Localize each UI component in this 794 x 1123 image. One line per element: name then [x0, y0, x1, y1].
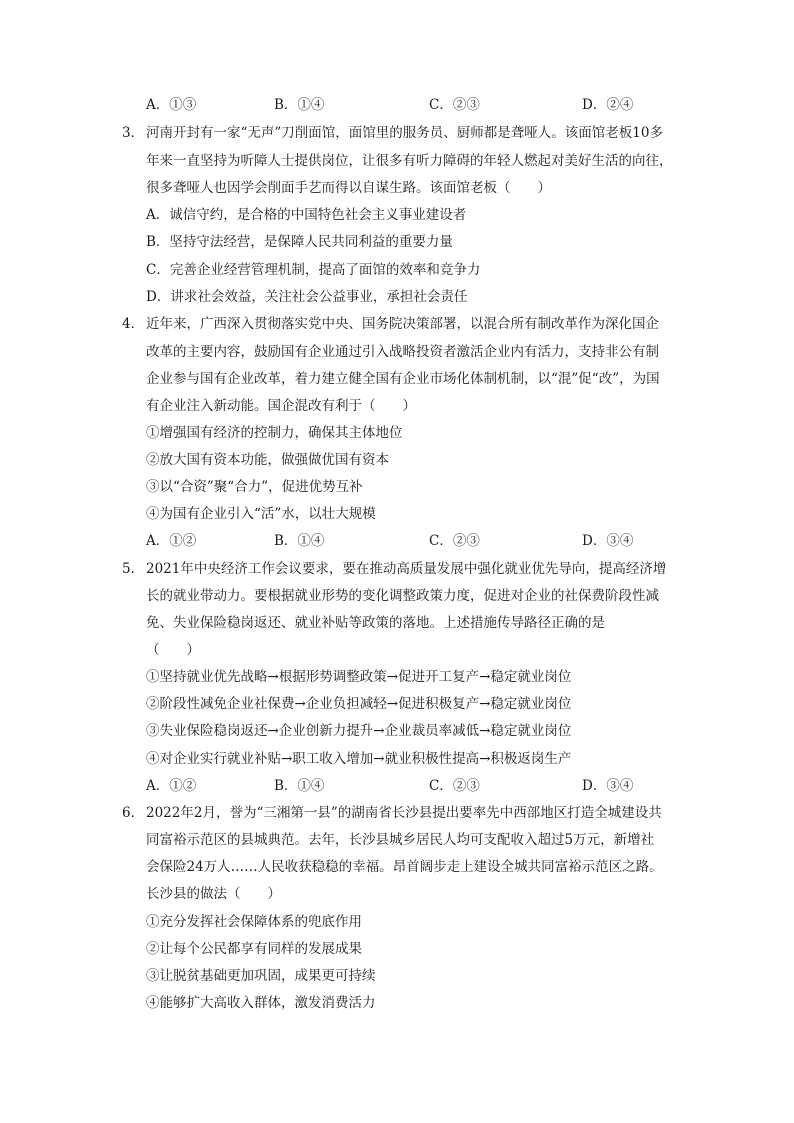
question-stem-line: 2021年中央经济工作会议要求，要在推动高质量发展中强化就业优先导向，提高经济增 [146, 561, 667, 577]
question-stem-line: 长沙县的做法（ ） [146, 886, 281, 902]
statement-item: ②让每个公民都享有同样的发展成果 [146, 941, 362, 957]
question-number: 5． [122, 561, 145, 577]
question-stem-line: 有企业注入新动能。国企混改有利于（ ） [146, 398, 416, 414]
statement-item: ③让脱贫基础更加巩固，成果更可持续 [146, 968, 376, 984]
answer-choice-b[interactable]: B．坚持守法经营，是保障人民共同利益的重要力量 [146, 234, 453, 250]
q2-option-b[interactable]: B．①④ [274, 97, 325, 113]
q2-option-a[interactable]: A．①③ [146, 97, 197, 113]
question-stem-line: 近年来，广西深入贯彻落实党中央、国务院决策部署，以混合所有制改革作为深化国企 [146, 316, 659, 332]
answer-choice-c[interactable]: C．完善企业经营管理机制，提高了面馆的效率和竞争力 [146, 262, 481, 278]
q4-option-a[interactable]: A．①② [146, 533, 197, 549]
statement-item: ③失业保险稳岗返还→企业创新力提升→企业裁员率减低→稳定就业岗位 [146, 723, 572, 739]
statement-item: ④为国有企业引入“活”水，以壮大规模 [146, 506, 376, 522]
statement-item: ④对企业实行就业补贴→职工收入增加→就业积极性提高→积极返岗生产 [146, 751, 572, 767]
question-stem-line: 会保险24万人……人民收获稳稳的幸福。昂首阔步走上建设全城共同富裕示范区之路。 [146, 859, 663, 875]
answer-choice-d[interactable]: D．讲求社会效益，关注社会公益事业，承担社会责任 [146, 289, 468, 305]
question-number: 3． [122, 125, 145, 141]
question-stem-line: 同富裕示范区的县城典范。去年，长沙县城乡居民人均可支配收入超过5万元，新增社 [146, 832, 655, 848]
question-stem-line: （ ） [146, 642, 200, 658]
q4-option-b[interactable]: B．①④ [274, 533, 325, 549]
question-stem-line: 很多聋哑人也因学会削面手艺而得以自谋生路。该面馆老板（ ） [146, 180, 551, 196]
question-stem-line: 免、失业保险稳岗返还、就业补贴等政策的落地。上述措施传导路径正确的是 [146, 615, 605, 631]
question-stem-line: 企业参与国有企业改革，着力建立健全国有企业市场化体制机制，以“混”促“改”，为国 [146, 371, 660, 387]
question-stem-line: 河南开封有一家“无声”刀削面馆，面馆里的服务员、厨师都是聋哑人。该面馆老板10多 [146, 125, 663, 141]
answer-choice-a[interactable]: A．诚信守约，是合格的中国特色社会主义事业建设者 [146, 207, 467, 223]
question-number: 4． [122, 316, 145, 332]
statement-item: ②放大国有资本功能，做强做优国有资本 [146, 452, 389, 468]
q2-option-d[interactable]: D．②④ [582, 97, 634, 113]
statement-item: ②阶段性减免企业社保费→企业负担减轻→促进积极复产→稳定就业岗位 [146, 696, 572, 712]
statement-item: ①充分发挥社会保障体系的兜底作用 [146, 914, 362, 930]
statement-item: ①增强国有经济的控制力，确保其主体地位 [146, 425, 403, 441]
q5-option-a[interactable]: A．①② [146, 778, 197, 794]
q4-option-d[interactable]: D．③④ [582, 533, 634, 549]
q5-option-d[interactable]: D．③④ [582, 778, 634, 794]
question-stem-line: 改革的主要内容，鼓励国有企业通过引入战略投资者激活企业内有活力，支持非公有制 [146, 344, 659, 360]
statement-item: ③以“合资”聚“合力”，促进优势互补 [146, 479, 363, 495]
question-number: 6． [122, 805, 145, 821]
question-stem-line: 年来一直坚持为听障人士提供岗位，让很多有听力障碍的年轻人燃起对美好生活的向往， [146, 153, 673, 169]
statement-item: ①坚持就业优先战略→根据形势调整政策→促进开工复产→稳定就业岗位 [146, 669, 572, 685]
statement-item: ④能够扩大高收入群体，激发消费活力 [146, 995, 376, 1011]
question-stem-line: 2022年2月，誉为“三湘第一县”的湖南省长沙县提出要率先中西部地区打造全城建设共 [146, 805, 662, 821]
question-stem-line: 长的就业带动力。要根据就业形势的变化调整政策力度，促进对企业的社保费阶段性减 [146, 588, 659, 604]
q4-option-c[interactable]: C．②③ [429, 533, 480, 549]
q5-option-b[interactable]: B．①④ [274, 778, 325, 794]
q2-option-c[interactable]: C．②③ [429, 97, 480, 113]
q5-option-c[interactable]: C．②③ [429, 778, 480, 794]
